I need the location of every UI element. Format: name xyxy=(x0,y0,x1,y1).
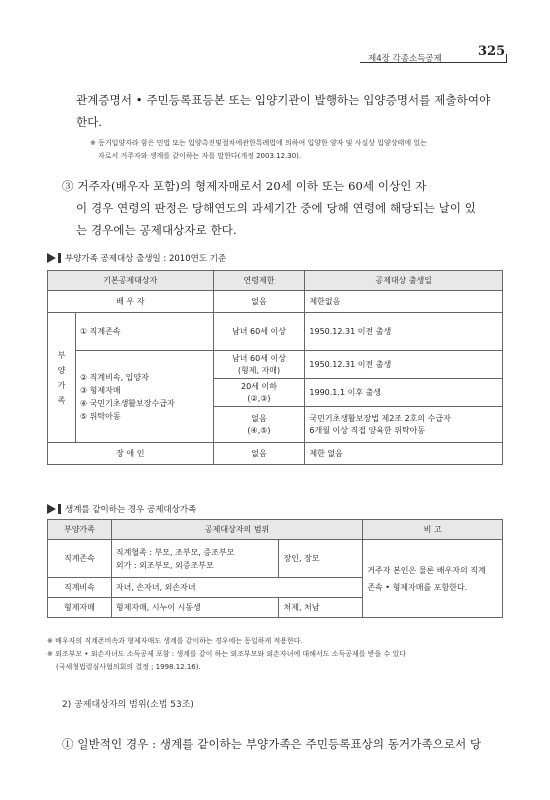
table1-header-age: 연령제한 xyxy=(213,271,305,291)
bar-icon xyxy=(58,504,61,514)
sibling-label: 형제자매 xyxy=(48,598,112,618)
table2-title xyxy=(47,503,196,515)
table-row xyxy=(48,313,503,351)
dependent-family-label: 부 양 가 족 xyxy=(48,313,76,443)
age-limit-cell: 없음 (④,⑤) xyxy=(213,407,305,443)
paragraph-line: 관계증명서 • 주민등록표등본 또는 입양기관이 발행하는 입양증명서를 제출하여야 xyxy=(76,93,491,107)
note-line: ※ 동거입양자라 함은 민법 또는 입양촉진및절차에관한특례법에 의하여 입양한 양자 및 사실상 입양상태에 있는 xyxy=(90,139,427,147)
ascendant-label: 직계존속 xyxy=(48,540,112,578)
disabled-age: 없음 xyxy=(213,443,305,465)
subsection-heading: 2) 공제대상자의 범위(소법 53조) xyxy=(62,700,194,710)
header-rule-tick xyxy=(506,54,507,63)
table2-header-family: 부양가족 xyxy=(48,520,112,540)
header-rule xyxy=(360,62,506,63)
table2-title-text: 생계를 같이하는 경우 공제대상가족 xyxy=(65,505,197,515)
table1-title-text: 부양가족 공제대상 출생일 : 2010연도 기준 xyxy=(65,254,227,264)
note-line: (국세청법령심사협의회의 결정 ; 1998.12.16). xyxy=(56,663,201,671)
table1-header-target: 기본공제대상자 xyxy=(48,271,214,291)
birth-cell: 1990.1.1 이후 출생 xyxy=(305,379,503,407)
birth-cell: 국민기초생활보장법 제2조 2호의 수급자 6개월 이상 직접 양육한 위탁아동 xyxy=(305,407,503,443)
arrow-icon xyxy=(47,253,56,263)
disabled-label: 장 애 인 xyxy=(48,443,214,465)
item-1-line: ① 일반적인 경우 : 생계를 같이하는 부양가족은 주민등록표상의 동거가족으로서 당 xyxy=(62,737,482,751)
age-limit-cell: 20세 이하 (②,③) xyxy=(213,379,305,407)
table-row xyxy=(48,291,503,313)
birth-cell: 1950.12.31 이전 출생 xyxy=(305,351,503,379)
item-3-line: ③ 거주자(배우자 포함)의 형제자매로서 20세 이하 또는 60세 이상인 자 xyxy=(62,179,427,193)
spouse-label: 배 우 자 xyxy=(48,291,214,313)
item-3-line: 는 경우에는 공제대상자로 한다. xyxy=(76,223,237,237)
remark-cell: 거주자 본인은 물론 배우자의 직계 존속 • 형제자매를 포함한다. xyxy=(363,540,503,618)
page-number: 325 xyxy=(478,44,506,59)
note-line: ※ 외조부모 • 외손자녀도 소득공제 포함 : 생계를 같이 하는 외조부모와 외손자녀에 대해서도 소득공제를 받을 수 있다 xyxy=(47,650,407,658)
table2-header-range: 공제대상자의 범위 xyxy=(111,520,362,540)
table-row xyxy=(48,443,503,465)
spouse-age: 없음 xyxy=(213,291,305,313)
table1-header-birth: 공제대상 출생일 xyxy=(305,271,503,291)
descendant-range: 자녀, 손자녀, 외손자녀 xyxy=(111,578,362,598)
arrow-icon xyxy=(47,504,56,514)
table1-title xyxy=(47,252,226,264)
lineal-ascendant-birth: 1950.12.31 이전 출생 xyxy=(305,313,503,351)
other-dependents-label: ② 직계비속, 입양자 ③ 형제자매 ④ 국민기초생활보장수급자 ⑤ 위탁아동 xyxy=(75,351,213,443)
ascendant-range: 직계혈족 : 부모, 조부모, 증조부모 외가 : 외조부모, 외증조부모 xyxy=(111,540,279,578)
descendant-label: 직계비속 xyxy=(48,578,112,598)
page-header xyxy=(360,44,510,66)
table-row xyxy=(48,540,503,578)
note-line: 자로서 거주자와 생계를 같이하는 자를 말한다(개정 2003.12.30). xyxy=(98,152,302,160)
item-3-line: 이 경우 연령의 판정은 당해연도의 과세기간 중에 당해 연령에 해당되는 날이 있 xyxy=(76,201,476,215)
same-household-dependents-table xyxy=(47,519,503,618)
lineal-ascendant-age: 남녀 60세 이상 xyxy=(213,313,305,351)
age-limit-cell: 남녀 60세 이상 (형제, 자매) xyxy=(213,351,305,379)
ascendant-extra: 장인, 장모 xyxy=(279,540,363,578)
bar-icon xyxy=(58,253,61,263)
chapter-title: 제4장 각종소득공제 xyxy=(368,54,442,64)
sibling-extra: 처제, 처남 xyxy=(279,598,363,618)
spouse-birth: 제한없음 xyxy=(305,291,503,313)
paragraph-line: 한다. xyxy=(76,115,103,129)
disabled-birth: 제한 없음 xyxy=(305,443,503,465)
table-row xyxy=(48,351,503,379)
note-line: ※ 배우자의 직계존비속과 형제자매도 생계를 같이하는 경우에는 동일하게 적용한다. xyxy=(47,637,303,645)
table2-header-remark: 비 고 xyxy=(363,520,503,540)
sibling-range: 형제자매, 시누이 시동생 xyxy=(111,598,279,618)
dependent-birthdate-table xyxy=(47,270,503,465)
lineal-ascendant-label: ① 직계존속 xyxy=(75,313,213,351)
